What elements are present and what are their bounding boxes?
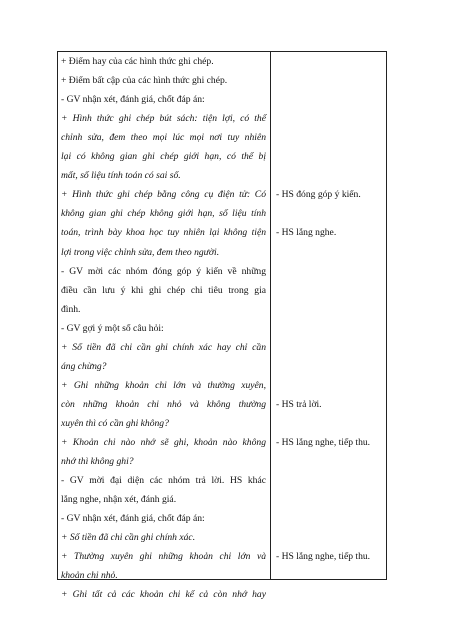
teacher-text-line: lợi trong việc chỉnh sửa, đem theo người. (61, 246, 220, 258)
student-text-line: - HS đóng góp ý kiến. (276, 189, 361, 201)
teacher-text-line: nhớ thì không ghi? (61, 456, 134, 468)
teacher-text-line: + Điểm hay của các hình thức ghi chép. (61, 56, 214, 67)
teacher-text-line: + Số tiền đã chi cần ghi chính xác. (61, 532, 196, 544)
teacher-text-line: còn những khoản chi nhỏ và không thường (61, 398, 266, 410)
student-text-line: - HS lắng nghe. (276, 227, 337, 239)
teacher-text-line: + Hình thức ghi chép bút sách: tiện lợi, có thể (61, 113, 266, 125)
teacher-text-line: + Hình thức ghi chép bằng công cụ điện tử: Có (61, 189, 266, 201)
teacher-text-line: - GV nhận xét, đánh giá, chốt đáp án: (61, 94, 205, 106)
teacher-text-line: - GV nhận xét, đánh giá, chốt đáp án: (61, 513, 205, 525)
student-text-line: - HS lắng nghe, tiếp thu. (276, 551, 371, 563)
teacher-text-line: + Điểm bất cập của các hình thức ghi chép. (61, 75, 228, 87)
teacher-text-line: - GV mời các nhóm đóng góp ý kiến về những (61, 265, 266, 277)
student-text-line: - HS lắng nghe, tiếp thu. (276, 437, 371, 448)
teacher-text-line: xuyên thì có cần ghi không? (61, 417, 169, 429)
teacher-text-line: - GV mời đại diện các nhóm trả lời. HS khác (61, 475, 266, 487)
teacher-text-line: lại có không gian ghi chép giới hạn, có thể bị (61, 151, 266, 163)
teacher-text-line: chỉnh sửa, đem theo mọi lúc mọi nơi tuy nhiên (61, 132, 266, 144)
teacher-text-line: + Khoản chi nào nhớ sẽ ghi, khoản nào không (61, 437, 266, 448)
student-text-line: - HS trả lời. (276, 398, 322, 410)
teacher-text-line: mất, số liệu tính toán có sai số. (61, 170, 181, 182)
teacher-text-line: + Thường xuyên ghi những khoản chi lớn và (61, 551, 266, 563)
teacher-text-line: lắng nghe, nhận xét, đánh giá. (61, 494, 177, 506)
teacher-text-line: điều cần lưu ý khi ghi chép chi tiêu trong gia (61, 284, 266, 296)
teacher-text-line: khoản chi nhỏ. (61, 570, 118, 582)
teacher-text-line: - GV gợi ý một số câu hỏi: (61, 322, 164, 334)
teacher-text-line: không gian ghi chép không giới hạn, số liệu tính (61, 208, 266, 220)
teacher-text-line: đình. (61, 303, 81, 315)
teacher-text-line: + Ghi tất cả các khoản chi kể cả còn nhớ hay (61, 589, 266, 601)
column-divider (270, 51, 271, 580)
teacher-text-line: áng chừng? (61, 360, 107, 372)
teacher-text-line: + Số tiền đã chi cần ghi chính xác hay chỉ cần (61, 341, 266, 353)
teacher-text-line: toán, trình bày khoa học tuy nhiên lại không tiện (61, 227, 266, 239)
teacher-text-line: + Ghi những khoản chi lớn và thường xuyên, (61, 379, 266, 391)
